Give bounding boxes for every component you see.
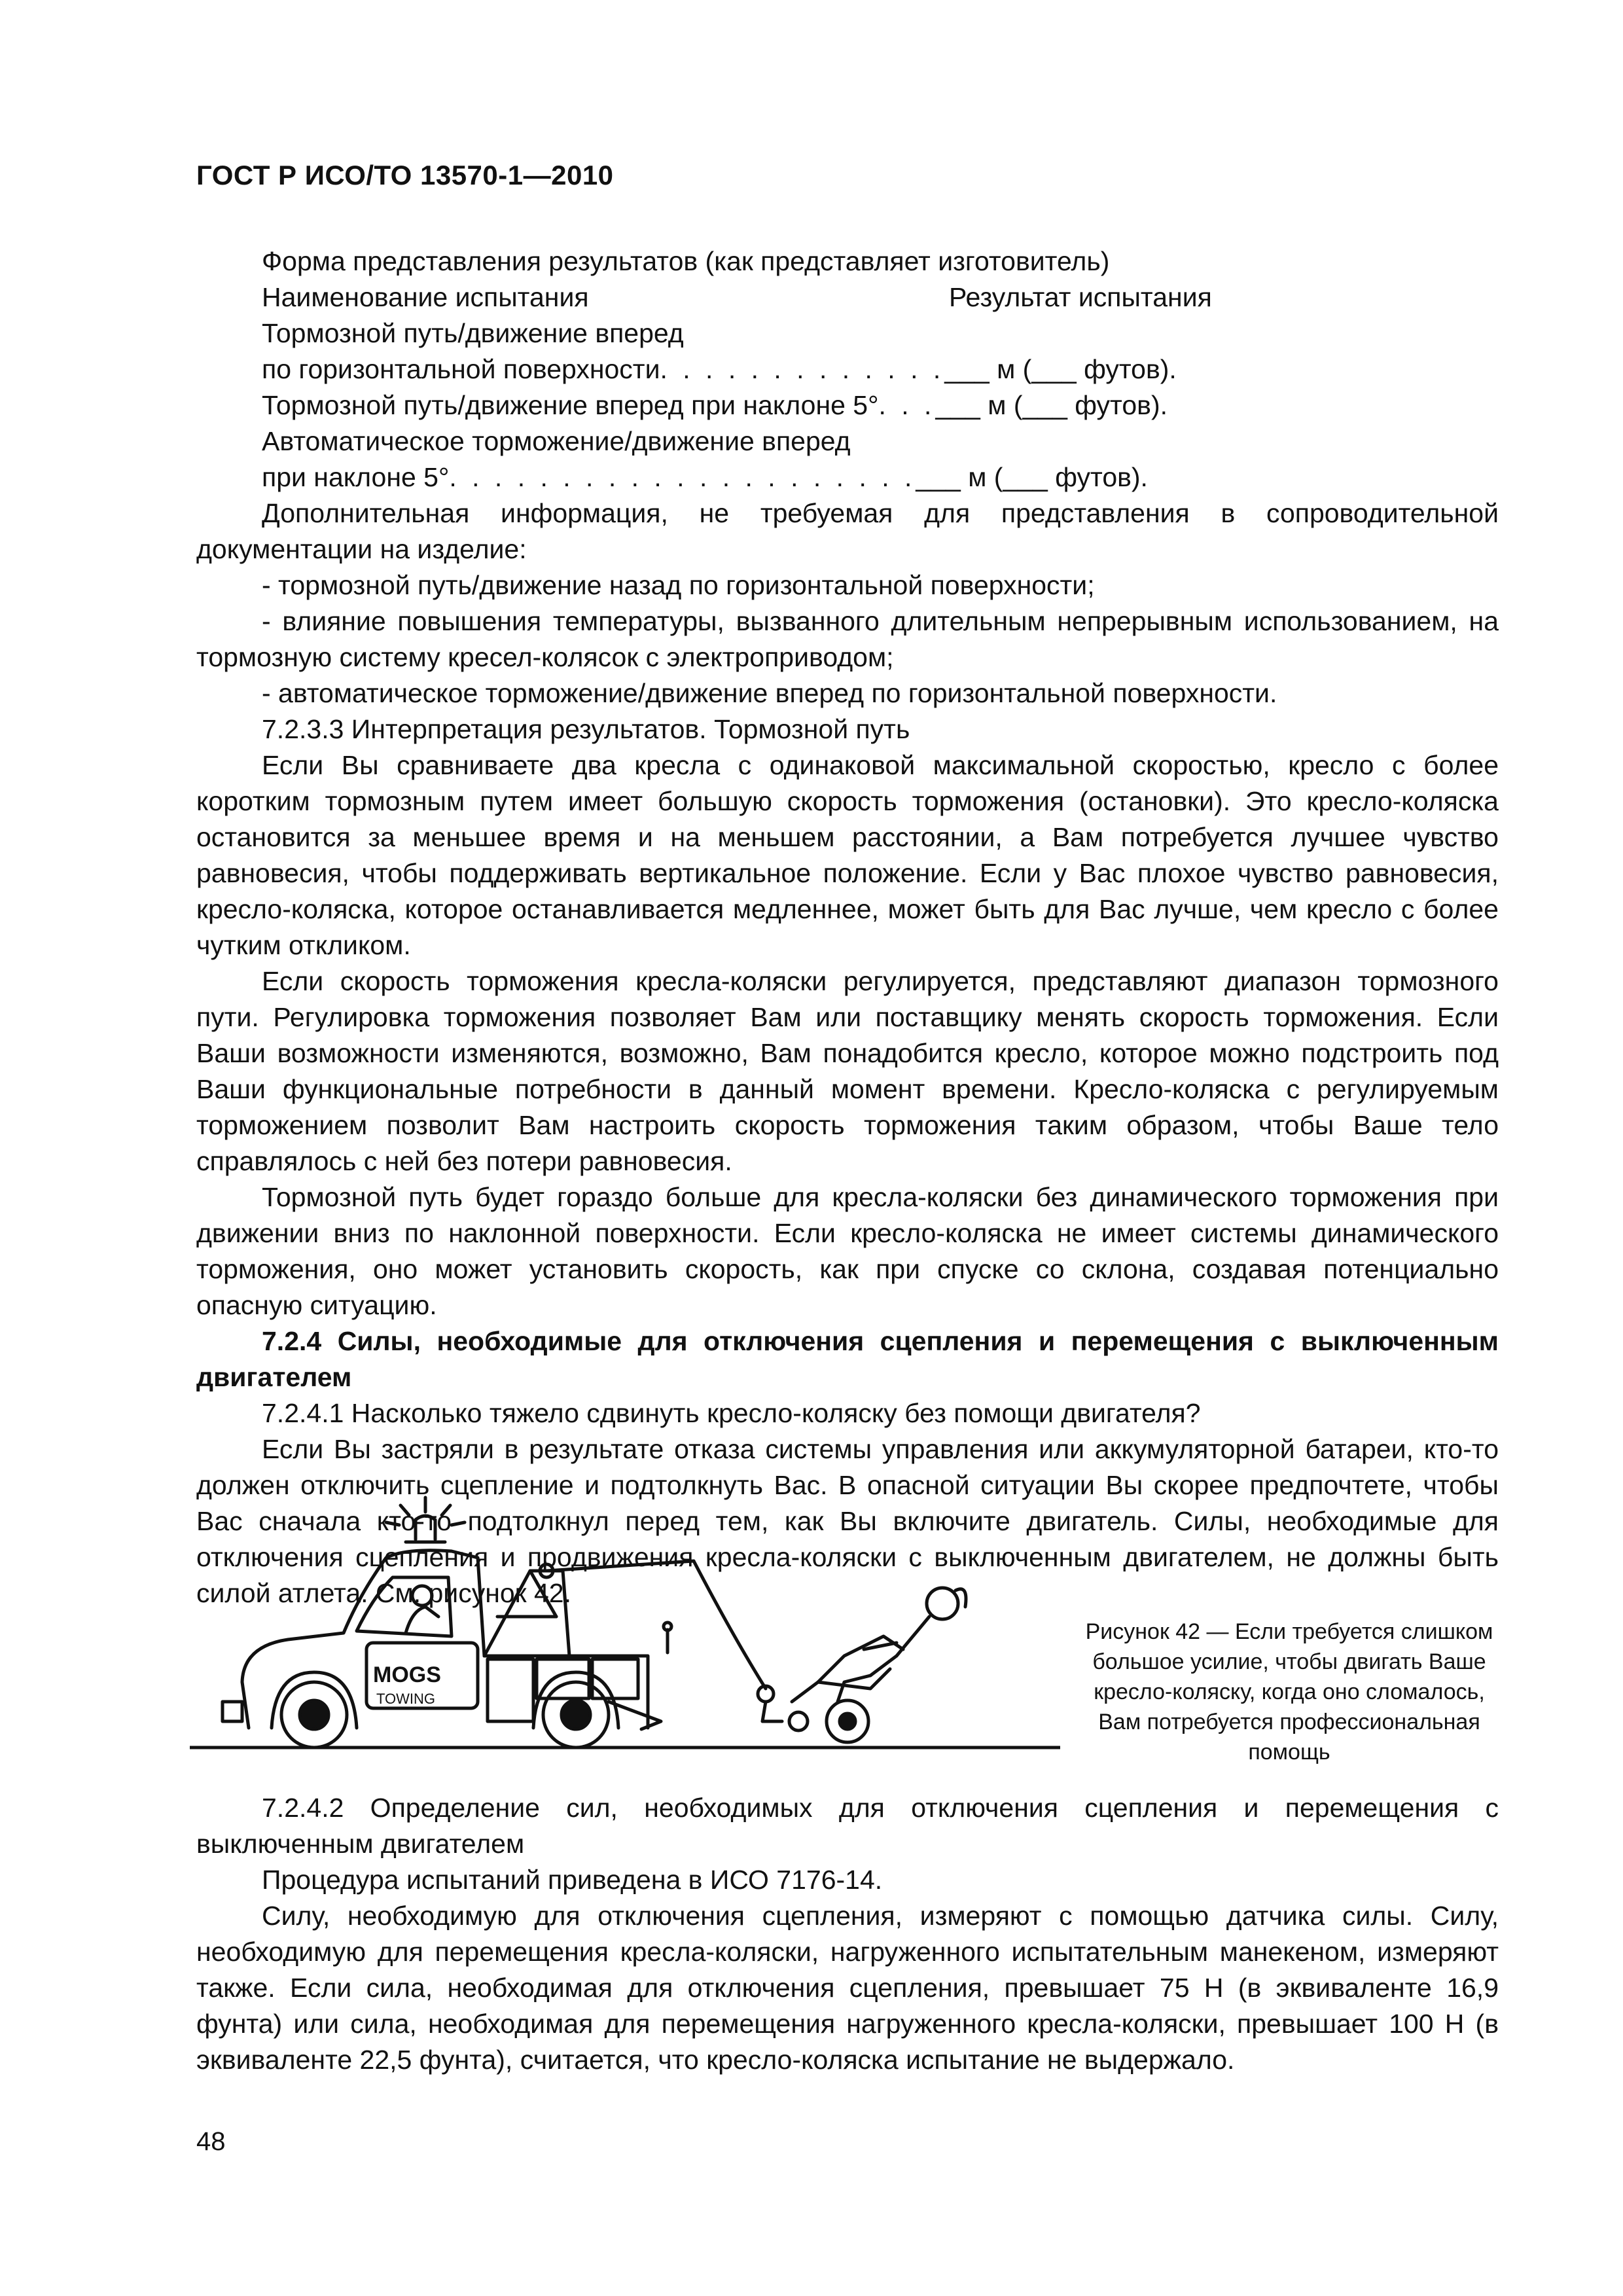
section-heading-7-2-4-1: 7.2.4.1 Насколько тяжело сдвинуть кресло-коляску без помощи двигателя?	[262, 1398, 1201, 1428]
form-row-1	[196, 351, 1499, 387]
paragraph: Если скорость торможения кресла-коляски регулируется, представляют диапазон тормозного пути. Регулировка торможения позволяет Вам или поставщику менять скорость торможения. Если Ваши возможности изменяются, возможно, Вам понадобится кресло, которое можно подстроить под Ваши функциональные потребности в данный момент времени. Кресло-коляска с регулируемым торможением позволит Вам настроить скорость торможения таким образом, чтобы Ваше тело справлялось с ней без потери равновесия.	[196, 966, 1499, 1176]
figure-42-caption: Рисунок 42 — Если требуется слишком большое усилие, чтобы двигать Ваше кресло-коляску, когда оно сломалось, Вам потребуется профессиональная помощь	[1085, 1619, 1493, 1765]
section-heading-7-2-4: 7.2.4 Силы, необходимые для отключения сцепления и перемещения с выключенным двигателем	[196, 1326, 1499, 1392]
list-item: - тормозной путь/движение назад по горизонтальной поверхности;	[262, 570, 1095, 600]
form-result-3: ___ м (___ футов).	[916, 462, 1148, 492]
paragraph: Силу, необходимую для отключения сцепления, измеряют с помощью датчика силы. Силу, необходимую для перемещения кресла-коляски, нагруженного испытательным манекеном, измеряют также. Если сила, необходимая для отключения сцепления, превышает 75 Н (в эквиваленте 16,9 фунта) или сила, необходимая для перемещения нагруженного кресла-коляски, превышает 100 Н (в эквиваленте 22,5 фунта), считается, что кресло-коляска испытание не выдержало.	[196, 1901, 1499, 2075]
section-7-2-4-2-block	[196, 1790, 1499, 2078]
figure-42-illustration	[190, 1486, 1060, 1761]
form-column-headers	[196, 279, 1499, 315]
form-row-2	[196, 387, 1499, 423]
paragraph: Если Вы сравниваете два кресла с одинаковой максимальной скоростью, кресло с более коротким тормозным путем имеет большую скорость торможения (остановки). Это кресло-коляска остановится за меньшее время и на меньшем расстоянии, а Вам потребуется лучшее чувство равновесия, чтобы поддерживать вертикальное положение. Если у Вас плохое чувство равновесия, кресло-коляска, которое останавливается медленнее, может быть для Вас лучше, чем кресло с более чутким откликом.	[196, 750, 1499, 960]
paragraph: Тормозной путь будет гораздо больше для кресла-коляски без динамического торможения при движении вниз по наклонной поверхности. Если кресло-коляска не имеет системы динамического торможения, оно может установить скорость, как при спуске со склона, создавая потенциально опасную ситуацию.	[196, 1182, 1499, 1320]
truck-logo-text: MOGS	[373, 1662, 441, 1687]
form-line-3b: при наклоне 5°	[262, 462, 450, 492]
form-row-3	[196, 459, 1499, 495]
column-result-header: Результат испытания	[949, 282, 1212, 312]
form-title: Форма представления результатов (как представляет изготовитель)	[262, 246, 1110, 276]
truck-logo-subtext: TOWING	[376, 1691, 436, 1707]
document-header: ГОСТ Р ИСО/ТО 13570-1—2010	[196, 160, 614, 190]
form-result-1: ___ м (___ футов).	[944, 354, 1177, 384]
list-item: - влияние повышения температуры, вызванного длительным непрерывным использованием, на тормозную систему кресел-колясок с электроприводом;	[196, 606, 1499, 672]
paragraph-additional-info: Дополнительная информация, не требуемая для представления в сопроводительной документации на изделие:	[196, 498, 1499, 564]
leader-dots: . . .	[878, 390, 936, 420]
list-item: - автоматическое торможение/движение вперед по горизонтальной поверхности.	[262, 678, 1277, 708]
form-line-3a: Автоматическое торможение/движение вперед	[262, 426, 851, 456]
leader-dots: . . . . . . . . . . . . .	[660, 354, 945, 384]
form-line-1b: по горизонтальной поверхности	[262, 354, 660, 384]
leader-dots: . . . . . . . . . . . . . . . . . . . . .	[449, 462, 916, 492]
column-name-header: Наименование испытания	[262, 282, 589, 312]
form-result-2: ___ м (___ футов).	[935, 390, 1168, 420]
section-heading-7-2-4-2: 7.2.4.2 Определение сил, необходимых для отключения сцепления и перемещения с выключенным двигателем	[196, 1793, 1499, 1859]
paragraph: Процедура испытаний приведена в ИСО 7176-14.	[262, 1865, 883, 1895]
section-heading-7-2-3-3: 7.2.3.3 Интерпретация результатов. Тормозной путь	[262, 714, 910, 744]
results-form-block	[196, 243, 1499, 1611]
paragraph: Если Вы застряли в результате отказа системы управления или аккумуляторной батареи, кто-то должен отключить сцепление и подтолкнуть Вас. В опасной ситуации Вы скорее предпочтете, чтобы Вас сначала кто-то подтолкнул перед тем, как Вы включите двигатель. Силы, необходимые для отключения сцепления и продвижения кресла-коляски с выключенным двигателем, не должны быть силой атлета. См. рисунок 42.	[196, 1434, 1499, 1608]
form-line-1a: Тормозной путь/движение вперед	[262, 318, 684, 348]
page-number: 48	[196, 2127, 226, 2156]
form-line-2: Тормозной путь/движение вперед при наклоне 5°	[262, 390, 879, 420]
